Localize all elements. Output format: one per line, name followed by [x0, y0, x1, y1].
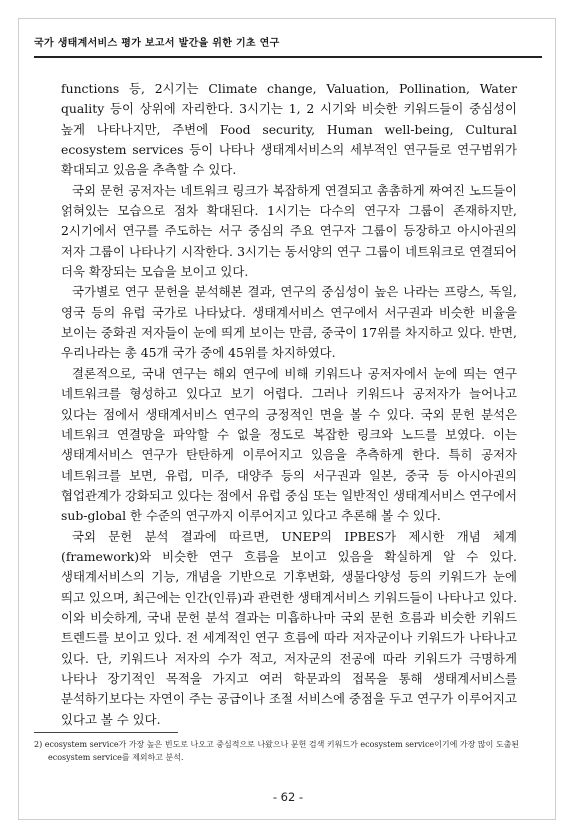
- paragraph-3: 국가별로 연구 문헌을 분석해본 결과, 연구의 중심성이 높은 나라는 프랑스, 독일, 영국 등의 유럽 국가로 나타났다. 생태계서비스 연구에서 서구권과 비슷한 비율을 보이는 중화권 저자들이 눈에 띄게 보이는 만큼, 중국이 17위를 차지하고 있다. 반면, 우리나라는 총 45개 국가 중에 45위를 차지하였다.: [61, 284, 517, 361]
- paragraph-1: functions 등, 2시기는 Climate change, Valuation, Pollination, Water quality 등이 상위에 자리한다. 3시기는 1, 2 시기와 비슷한 키워드들이 중심성이 높게 나타나지만, 주변에 Food security, Human well-being, Cultural ecosystem services 등이 나타나 생태계서비스의 세부적인 연구들로 연구범위가 확대되고 있음을 추측할 수 있다.: [61, 81, 517, 178]
- page-number: - 62 -: [272, 790, 304, 804]
- header-rule: [34, 56, 542, 58]
- footnote-rule: [34, 732, 178, 733]
- body-text: [61, 79, 517, 730]
- paragraph-5: 국외 문헌 분석 결과에 따르면, UNEP의 IPBES가 제시한 개념 체계(framework)와 비슷한 연구 흐름을 보이고 있음을 확실하게 알 수 있다. 생태계서비스의 기능, 개념을 기반으로 기후변화, 생물다양성 등의 키워드가 눈에 띄고 있으며, 최근에는 인간(인류)과 관련한 생태계서비스 키워드들이 나타나고 있다. 이와 비슷하게, 국내 문헌 분석 결과는 미흡하나마 국외 문헌 흐름과 비슷한 키워드 트렌드를 보이고 있다. 전 세계적인 연구 흐름에 따라 저자군이나 키워드가 나타나고 있다. 단, 키워드나 저자의 수가 적고, 저자군의 전공에 따라 키워드가 극명하게 나타나 장기적인 목적을 가지고 여러 학문과의 접목을 통해 생태계서비스를 분석하기보다는 자연이 주는 공급이나 조절 서비스에 중점을 두고 연구가 이루어지고 있다고 볼 수 있다.: [61, 528, 518, 727]
- footnote: 2) ecosystem service가 가장 높은 빈도로 나오고 중심적으로 나왔으나 문헌 검색 키워드가 ecosystem service이기에 가장 많이 도출된 ecosystem service를 제외하고 분석.: [34, 740, 520, 762]
- running-header: 국가 생태계서비스 평가 보고서 발간을 위한 기초 연구: [34, 38, 280, 49]
- paragraph-2: 국외 문헌 공저자는 네트워크 링크가 복잡하게 연결되고 촘촘하게 짜여진 노드들이 얽혀있는 모습으로 점차 확대된다. 1시기는 다수의 연구자 그룹이 존재하지만, 2시기에서 연구를 주도하는 서구 중심의 주요 연구자 그룹이 등장하고 아시아권의 저자 그룹이 나타나기 시작한다. 3시기는 동서양의 연구 그룹이 네트워크로 연결되어 더욱 확장되는 모습을 보이고 있다.: [61, 182, 517, 280]
- paragraph-4: 결론적으로, 국내 연구는 해외 연구에 비해 키워드나 공저자에서 눈에 띄는 연구 네트워크를 형성하고 있다고 보기 어렵다. 그러나 키워드나 공저자가 늘어나고 있다는 점에서 생태계서비스 연구의 긍정적인 면을 볼 수 있다. 국외 문헌 분석은 네트워크 연결망을 파악할 수 없을 정도로 복잡한 링크와 노드를 보였다. 이는 생태계서비스 연구가 탄탄하게 이루어지고 있음을 추측하게 한다. 특히 공저자 네트워크를 보면, 유럽, 미주, 대양주 등의 서구권과 일본, 중국 등 아시아권의 협업관계가 강화되고 있다는 점에서 유럽 중심 또는 일반적인 생태계서비스 연구에서 sub-global 한 수준의 연구까지 이루어지고 있다고 추론해 볼 수 있다.: [61, 365, 517, 524]
